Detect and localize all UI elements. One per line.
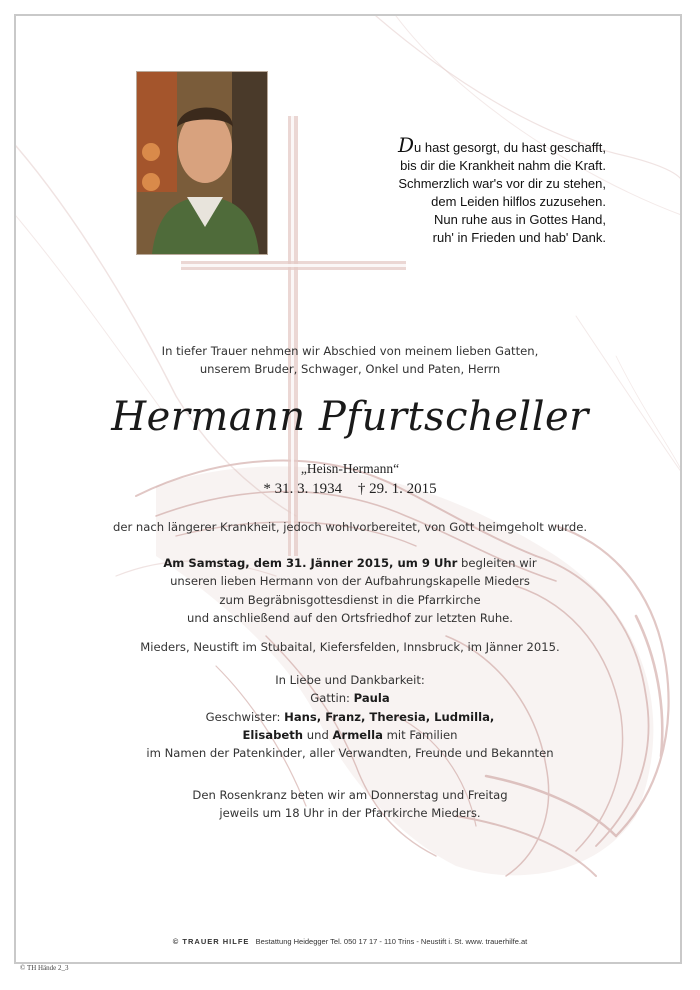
poem-line-3: Schmerzlich war's vor dir zu stehen, [398,176,606,191]
deceased-name: Hermann Pfurtscheller [111,394,589,440]
poem-line-5: Nun ruhe aus in Gottes Hand, [434,212,606,227]
footer [16,937,682,946]
brand-name: © TRAUER HILFE [172,937,250,946]
siblings-names: Hans, Franz, Theresia, Ludmilla, [284,709,495,724]
portrait-photo [136,71,268,255]
death-note: der nach längerer Krankheit, jedoch wohlvorbereitet, von Gott heimgeholt wurde. [112,520,588,534]
mourners: In Liebe und Dankbarkeit: Gattin: Paula Geschwister: Hans, Franz, Theresia, Ludmilla, Elisabeth und Armella mit Familien im Namen der Patenkinder, aller Verwandten, Freunde und Bekannten [146,673,554,761]
deceased-nickname: „Heisn-Hermann“ [300,461,400,476]
obituary-card [14,14,682,964]
footer-contact: Bestattung Heidegger Tel. 050 17 17 - 110 Trins - Neustift i. St. www. trauerhilfe.at [255,937,528,946]
poem-line-6: ruh' in Frieden und hab' Dank. [432,230,606,245]
death-date: † 29. 1. 2015 [357,481,437,497]
intro-text: In tiefer Trauer nehmen wir Abschied von meinem lieben Gatten, unserem Bruder, Schwager, Onkel und Paten, Herrn [161,344,539,377]
memorial-poem [316,133,606,247]
image-credit: © TH Hände 2_3 [20,964,69,972]
poem-initial: D [397,133,414,157]
funeral-details: Am Samstag, dem 31. Jänner 2015, um 9 Uhr begleiten wir unseren lieben Hermann von der Aufbahrungskapelle Mieders zum Begräbnisgottesdienst in die Pfarrkirche und anschließend auf den Ortsfriedhof zur letzten Ruhe. [163,556,537,625]
poem-line-1: Du hast gesorgt, du hast geschafft, [397,133,606,157]
poem-line-2: bis dir die Krankheit nahm die Kraft. [400,158,606,173]
wife-name: Paula [353,691,390,706]
birth-date: * 31. 3. 1934 [263,481,343,497]
life-dates [16,481,682,498]
poem-line-4: dem Leiden hilflos zuzusehen. [431,194,606,209]
funeral-date: Am Samstag, dem 31. Jänner 2015, um 9 Uhr [163,556,458,570]
places-line: Mieders, Neustift im Stubaital, Kiefersfelden, Innsbruck, im Jänner 2015. [140,640,560,654]
rosary-info: Den Rosenkranz beten wir am Donnerstag und Freitag jeweils um 18 Uhr in der Pfarrkirche Mieders. [192,788,508,821]
